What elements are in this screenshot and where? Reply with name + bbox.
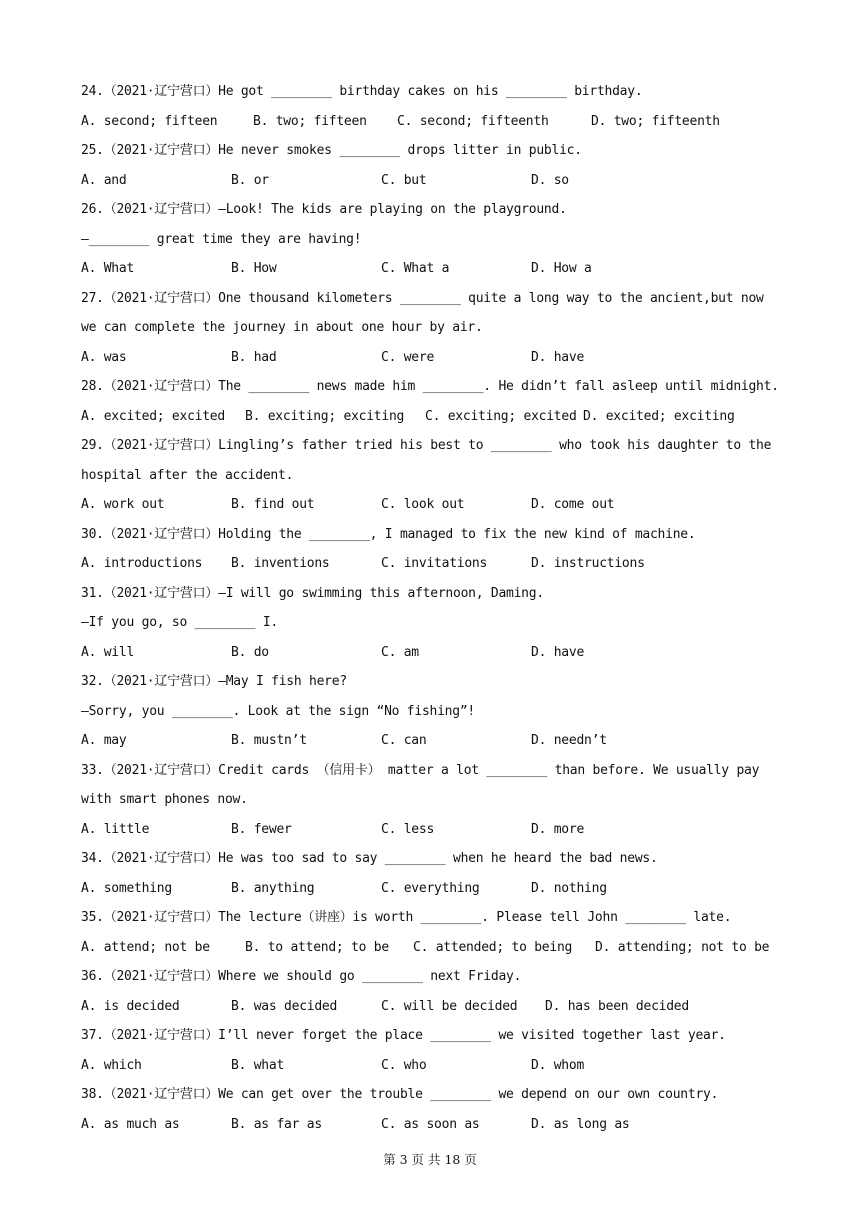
option-b[interactable]: B. what [231, 1057, 285, 1073]
option-b[interactable]: B. do [231, 644, 269, 660]
option-a[interactable]: A. What [81, 261, 135, 276]
options-row [81, 406, 781, 436]
question-item [81, 524, 781, 583]
options-row [81, 937, 781, 967]
option-a[interactable]: A. is decided [81, 998, 180, 1014]
option-d[interactable]: D. as long as [531, 1116, 630, 1132]
question-item [81, 760, 781, 849]
question-stem: 30.（2021·辽宁营口）Holding the ________, I managed to fix the new kind of machine. [81, 526, 696, 542]
question-stem: 31.（2021·辽宁营口）—I will go swimming this afternoon, Daming. [81, 585, 544, 601]
option-c[interactable]: C. What a [381, 261, 450, 276]
question-stem-continued: —________ great time they are having! [81, 231, 362, 247]
question-stem: 36.（2021·辽宁营口）Where we should go ________ next Friday. [81, 969, 522, 984]
question-item [81, 671, 781, 760]
option-d[interactable]: D. nothing [531, 880, 607, 896]
options-row [81, 553, 781, 583]
option-d[interactable]: D. needn’t [531, 733, 607, 748]
question-item [81, 848, 781, 907]
option-d[interactable]: D. have [531, 644, 585, 660]
question-item [81, 435, 781, 524]
option-d[interactable]: D. instructions [531, 556, 645, 571]
option-b[interactable]: B. find out [231, 497, 315, 512]
question-item [81, 966, 781, 1025]
option-b[interactable]: B. two; fifteen [253, 113, 367, 129]
option-c[interactable]: C. but [381, 172, 427, 188]
option-d[interactable]: D. whom [531, 1057, 585, 1073]
question-item [81, 907, 781, 966]
question-stem-continued: —Sorry, you ________. Look at the sign “No fishing”! [81, 703, 475, 719]
options-row [81, 111, 781, 141]
option-a[interactable]: A. which [81, 1057, 142, 1073]
option-a[interactable]: A. introductions [81, 556, 203, 571]
question-stem-continued: —If you go, so ________ I. [81, 615, 278, 630]
option-d[interactable]: D. so [531, 172, 569, 188]
question-stem: 33.（2021·辽宁营口）Credit cards （信用卡） matter a lot ________ than before. We usually pay [81, 762, 760, 778]
option-c[interactable]: C. can [381, 733, 427, 748]
question-stem: 35.（2021·辽宁营口）The lecture（讲座）is worth ________. Please tell John ________ late. [81, 910, 732, 925]
option-b[interactable]: B. fewer [231, 821, 292, 837]
option-a[interactable]: A. was [81, 349, 127, 365]
option-b[interactable]: B. exciting; exciting [245, 408, 405, 424]
option-a[interactable]: A. little [81, 821, 150, 837]
option-c[interactable]: C. look out [381, 497, 465, 512]
option-b[interactable]: B. as far as [231, 1116, 322, 1132]
question-stem: 27.（2021·辽宁营口）One thousand kilometers ________ quite a long way to the ancient,but now [81, 290, 764, 306]
question-stem: 26.（2021·辽宁营口）—Look! The kids are playing on the playground. [81, 202, 567, 217]
page-footer: 第 3 页 共 18 页 [383, 1152, 477, 1167]
question-item [81, 199, 781, 288]
option-a[interactable]: A. will [81, 644, 135, 660]
question-stem: 32.（2021·辽宁营口）—May I fish here? [81, 674, 347, 689]
option-a[interactable]: A. and [81, 172, 127, 188]
option-a[interactable]: A. may [81, 733, 127, 748]
options-row [81, 996, 781, 1026]
options-row [81, 1055, 781, 1085]
option-b[interactable]: B. mustn’t [231, 733, 307, 748]
option-a[interactable]: A. attend; not be [81, 939, 210, 955]
question-stem-continued: hospital after the accident. [81, 467, 294, 483]
option-b[interactable]: B. to attend; to be [245, 939, 389, 955]
option-a[interactable]: A. work out [81, 497, 165, 512]
option-c[interactable]: C. everything [381, 880, 480, 896]
option-c[interactable]: C. exciting; excited [425, 408, 577, 424]
option-c[interactable]: C. less [381, 821, 435, 837]
question-stem: 24.（2021·辽宁营口）He got ________ birthday cakes on his ________ birthday. [81, 84, 643, 99]
question-item [81, 140, 781, 199]
option-d[interactable]: D. have [531, 349, 585, 365]
options-row [81, 819, 781, 849]
options-row [81, 347, 781, 377]
option-c[interactable]: C. will be decided [381, 998, 518, 1014]
option-b[interactable]: B. was decided [231, 998, 338, 1014]
question-stem: 29.（2021·辽宁营口）Lingling’s father tried his best to ________ who took his daughter to the [81, 438, 772, 453]
question-item [81, 376, 781, 435]
options-row [81, 878, 781, 908]
option-b[interactable]: B. inventions [231, 556, 330, 571]
options-row [81, 642, 781, 672]
option-c[interactable]: C. second; fifteenth [397, 113, 549, 129]
option-d[interactable]: D. more [531, 821, 585, 837]
options-row [81, 170, 781, 200]
option-b[interactable]: B. anything [231, 880, 315, 896]
question-stem: 38.（2021·辽宁营口）We can get over the trouble ________ we depend on our own country. [81, 1087, 719, 1102]
option-d[interactable]: D. come out [531, 497, 615, 512]
question-item [81, 81, 781, 140]
option-d[interactable]: D. How a [531, 261, 592, 276]
option-d[interactable]: D. excited; exciting [583, 408, 735, 424]
option-c[interactable]: C. invitations [381, 556, 488, 571]
option-d[interactable]: D. attending; not to be [595, 939, 770, 955]
option-c[interactable]: C. as soon as [381, 1116, 480, 1132]
question-list [81, 81, 781, 1143]
option-a[interactable]: A. excited; excited [81, 408, 225, 424]
option-c[interactable]: C. were [381, 349, 435, 365]
option-c[interactable]: C. who [381, 1057, 427, 1073]
option-c[interactable]: C. attended; to being [413, 939, 573, 955]
question-item [81, 583, 781, 672]
question-stem: 37.（2021·辽宁营口）I’ll never forget the place ________ we visited together last year. [81, 1028, 726, 1043]
option-b[interactable]: B. had [231, 349, 277, 365]
question-stem-continued: we can complete the journey in about one hour by air. [81, 320, 483, 335]
option-a[interactable]: A. as much as [81, 1116, 180, 1132]
options-row [81, 258, 781, 288]
question-item [81, 288, 781, 377]
option-b[interactable]: B. or [231, 172, 269, 188]
options-row [81, 1114, 781, 1144]
option-c[interactable]: C. am [381, 644, 419, 660]
question-stem-continued: with smart phones now. [81, 792, 248, 807]
options-row [81, 730, 781, 760]
option-a[interactable]: A. second; fifteen [81, 113, 218, 129]
option-a[interactable]: A. something [81, 880, 172, 896]
question-stem: 34.（2021·辽宁营口）He was too sad to say ________ when he heard the bad news. [81, 851, 658, 866]
question-item [81, 1084, 781, 1143]
option-d[interactable]: D. has been decided [545, 998, 689, 1014]
option-b[interactable]: B. How [231, 261, 277, 276]
option-d[interactable]: D. two; fifteenth [591, 113, 720, 129]
options-row [81, 494, 781, 524]
question-stem: 28.（2021·辽宁营口）The ________ news made him ________. He didn’t fall asleep until midnight. [81, 379, 779, 394]
question-stem: 25.（2021·辽宁营口）He never smokes ________ drops litter in public. [81, 143, 582, 158]
question-item [81, 1025, 781, 1084]
